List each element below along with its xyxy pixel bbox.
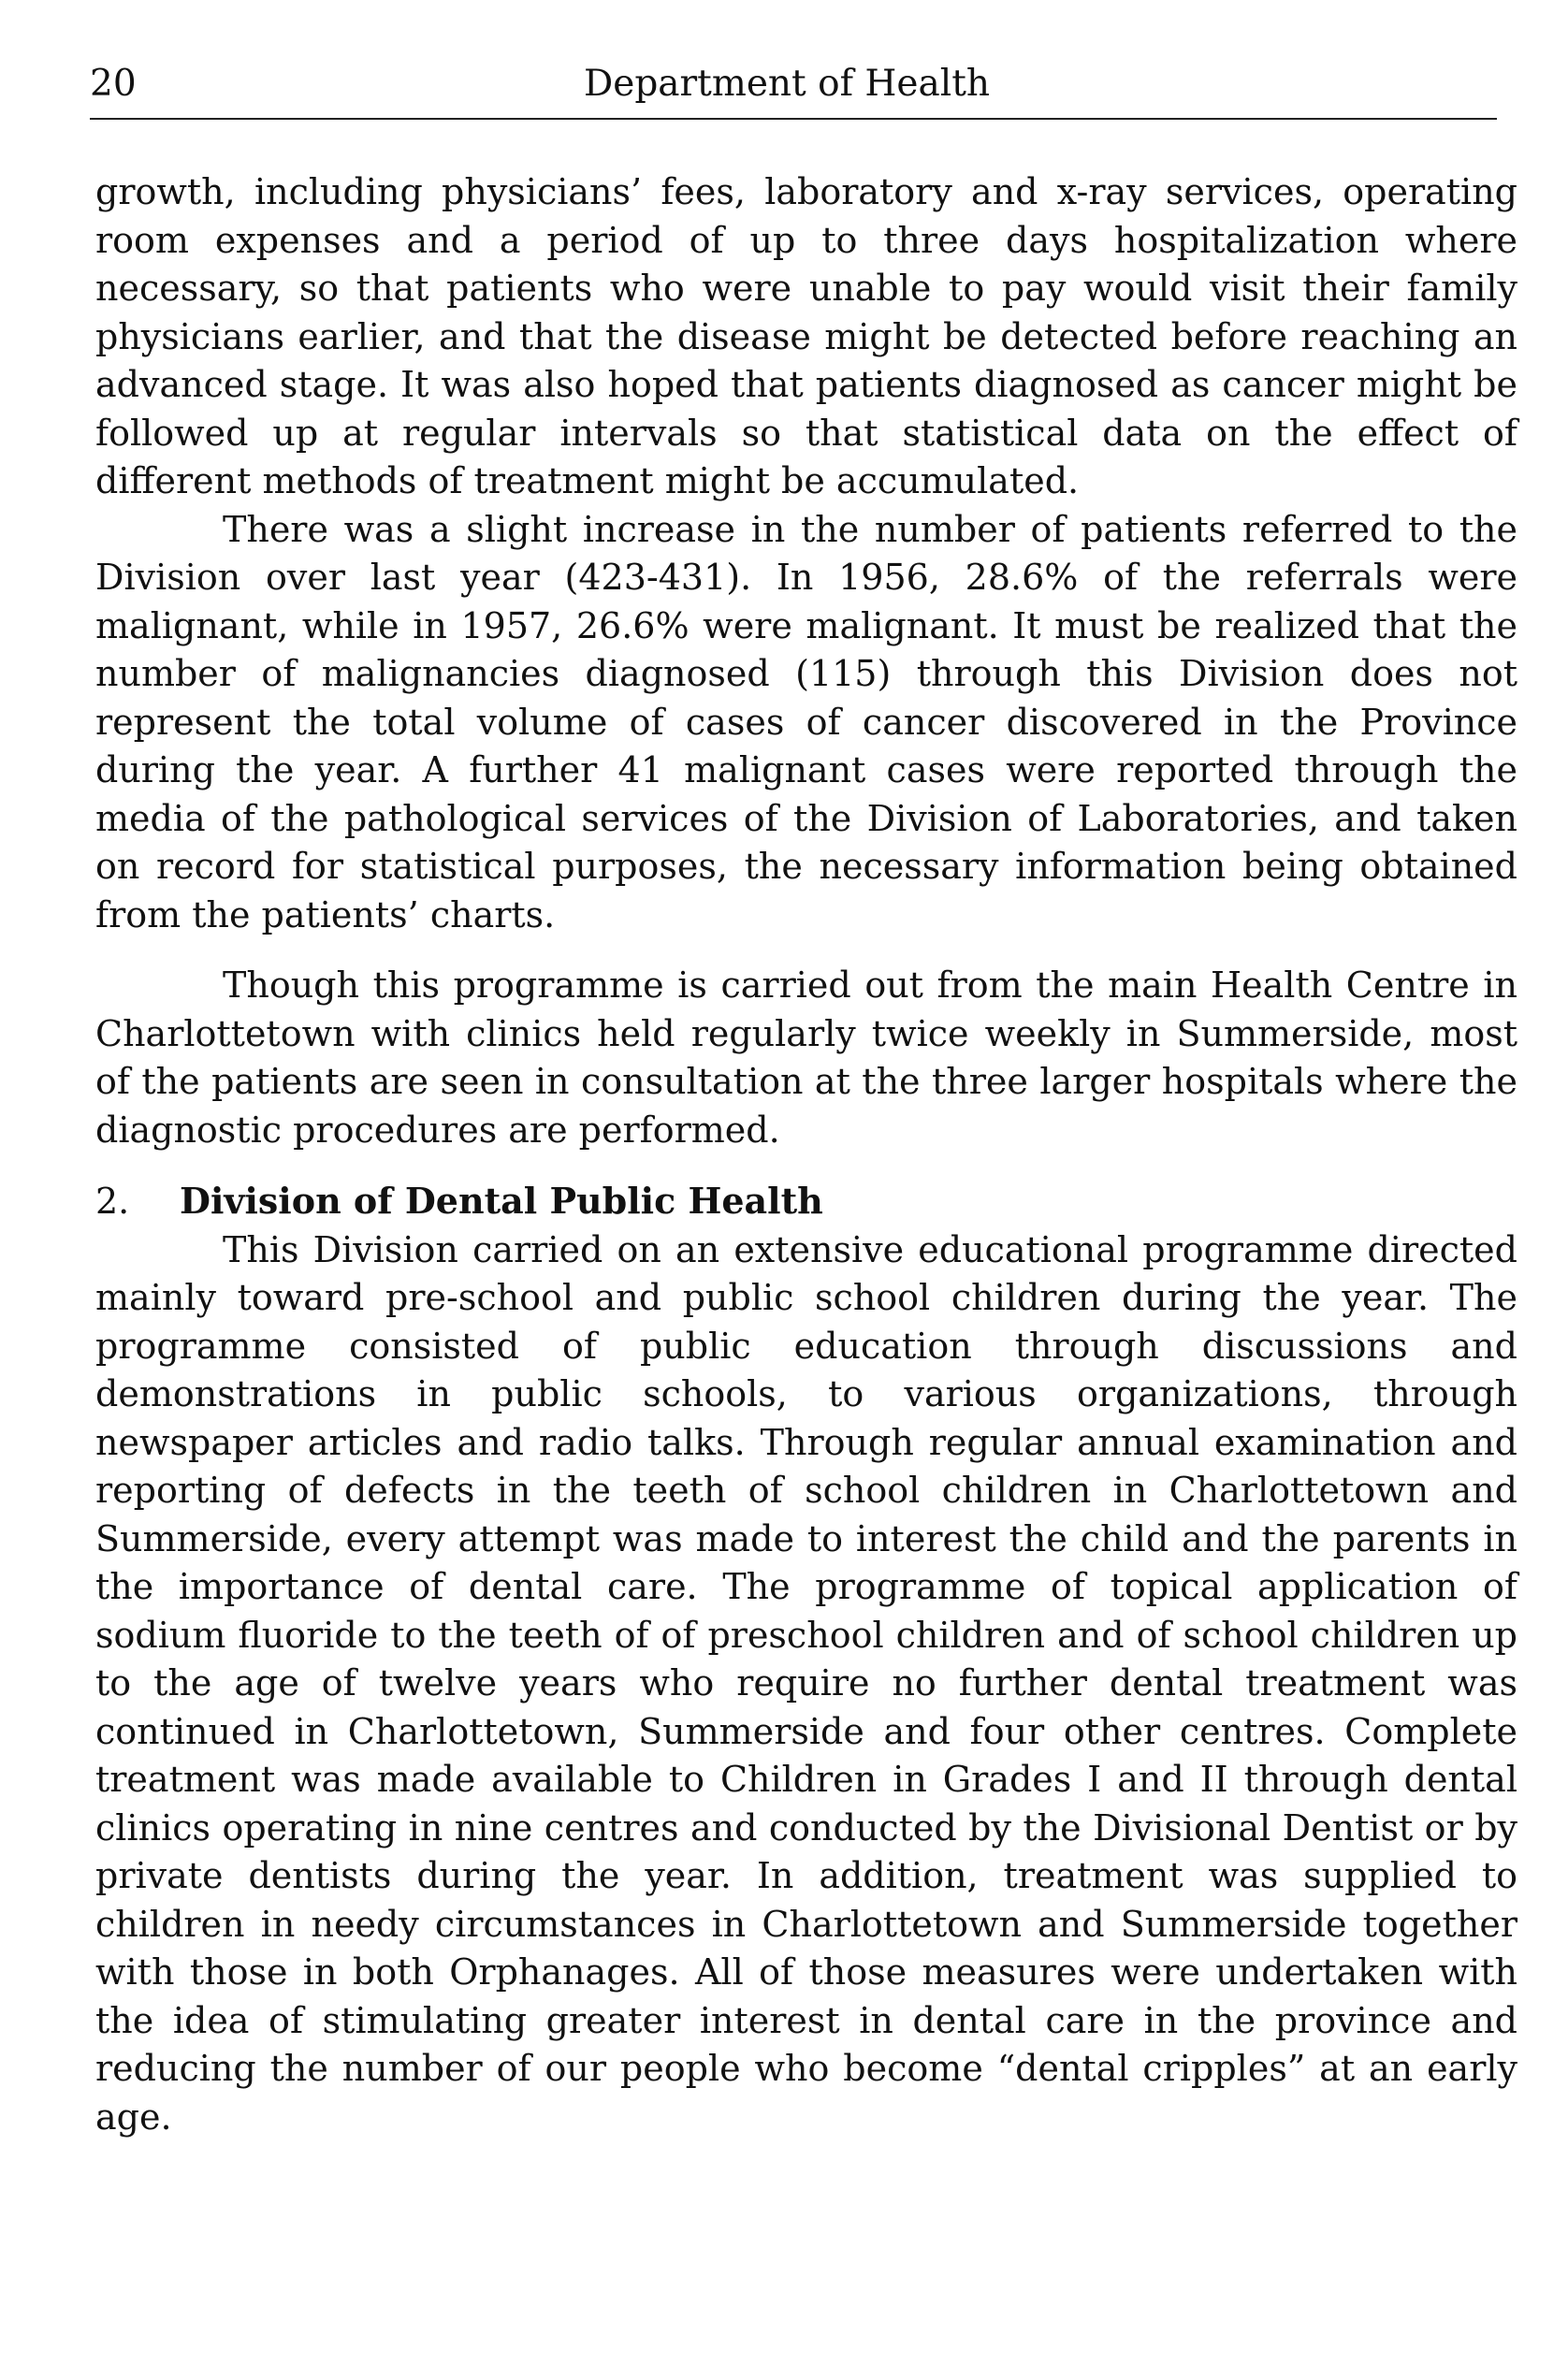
header-rule bbox=[90, 118, 1497, 120]
section-number: 2. bbox=[95, 1181, 130, 1222]
paragraph-2: There was a slight increase in the number of patients referred to the Division over last year (423-431). In 1956, 28.6% of the referrals were malignant, while in 1957, 26.6% were malignant. It must be realized that the number of malignancies diagnosed (115) through this Division does not represent the total volume of cases of cancer discovered in the Province during the year. A further 41 malignant cases were reported through the media of the pathological services of the Division of Laboratories, and taken on record for statistical purposes, the necessary information being obtained from the patients’ charts. bbox=[95, 508, 1517, 935]
paragraph-3: Though this programme is carried out from the main Health Centre in Charlottetown with clinics held regularly twice weekly in Summerside, most of the patients are seen in consultation at the three larger hospitals where the diagnostic procedures are performed. bbox=[95, 964, 1517, 1151]
paragraph-4: This Division carried on an extensive educational programme directed mainly toward pre-school and public school children during the year. The programme consisted of public education through discussions and demonstrations in public schools, to various organizations, through newspaper articles and radio talks. Through regular annual examination and reporting of defects in the teeth of school children in Charlottetown and Summerside, every attempt was made to interest the child and the parents in the importance of dental care. The programme of topical application of sodium fluoride to the teeth of of preschool children and of school children up to the age of twelve years who require no further dental treatment was continued in Charlottetown, Summerside and four other centres. Complete treatment was made available to Children in Grades I and II through dental clinics operating in nine centres and conducted by the Divisional Dentist or by private dentists during the year. In addition, treatment was supplied to children in needy circumstances in Charlottetown and Summerside together with those in both Orphanages. All of those measures were undertaken with the idea of stimulating greater interest in dental care in the province and reducing the number of our people who become “dental cripples” at an early age. bbox=[95, 1228, 1517, 2138]
page-number: 20 bbox=[90, 63, 137, 105]
paragraph-1: growth, including physicians’ fees, laboratory and x-ray services, operating room expenses and a period of up to three days hospitalization where necessary, so that patients who were unable to pay would visit their family physicians earlier, and that the disease might be detected before reaching an advanced stage. It was also hoped that patients diagnosed as cancer might be followed up at regular intervals so that statistical data on the effect of different methods of treatment might be accumulated. bbox=[95, 171, 1517, 501]
body-text bbox=[95, 168, 1517, 2141]
section-heading-dental bbox=[95, 1177, 1517, 1226]
section-title: Division of Dental Public Health bbox=[180, 1180, 823, 1222]
header-title: Department of Health bbox=[583, 63, 991, 105]
